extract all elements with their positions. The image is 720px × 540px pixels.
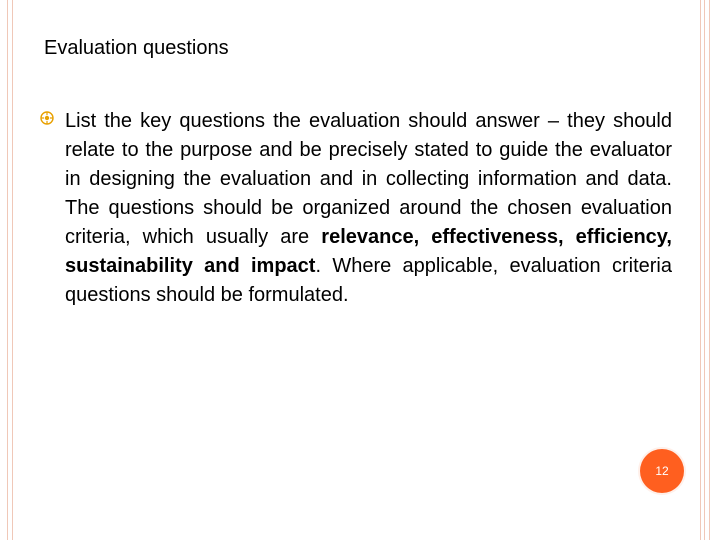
border-line-right: [700, 0, 701, 540]
bullet-criteria: relevance, effectiveness, efficiency, sustainability and impact: [65, 226, 672, 277]
bullet-text-outro: . Where applicable, evaluation criteria questions should be formulated.: [65, 255, 672, 306]
bullet-text: [65, 107, 672, 310]
border-line-right: [709, 0, 710, 540]
bullet-text-intro: List the key questions the evaluation should answer – they should relate to the purpose and be precisely stated to guide the evaluator in designing the evaluation and in collecting information and data. The questions should be organized around the chosen evaluation criteria, which usually are: [65, 110, 672, 248]
sun-bullet-icon: [40, 111, 54, 125]
slide-title: Evaluation questions: [44, 37, 229, 59]
border-line-left: [7, 0, 8, 540]
page-number-badge: 12: [640, 449, 684, 493]
border-line-left: [12, 0, 13, 540]
bullet-item: [40, 107, 672, 310]
border-line-right: [704, 0, 705, 540]
